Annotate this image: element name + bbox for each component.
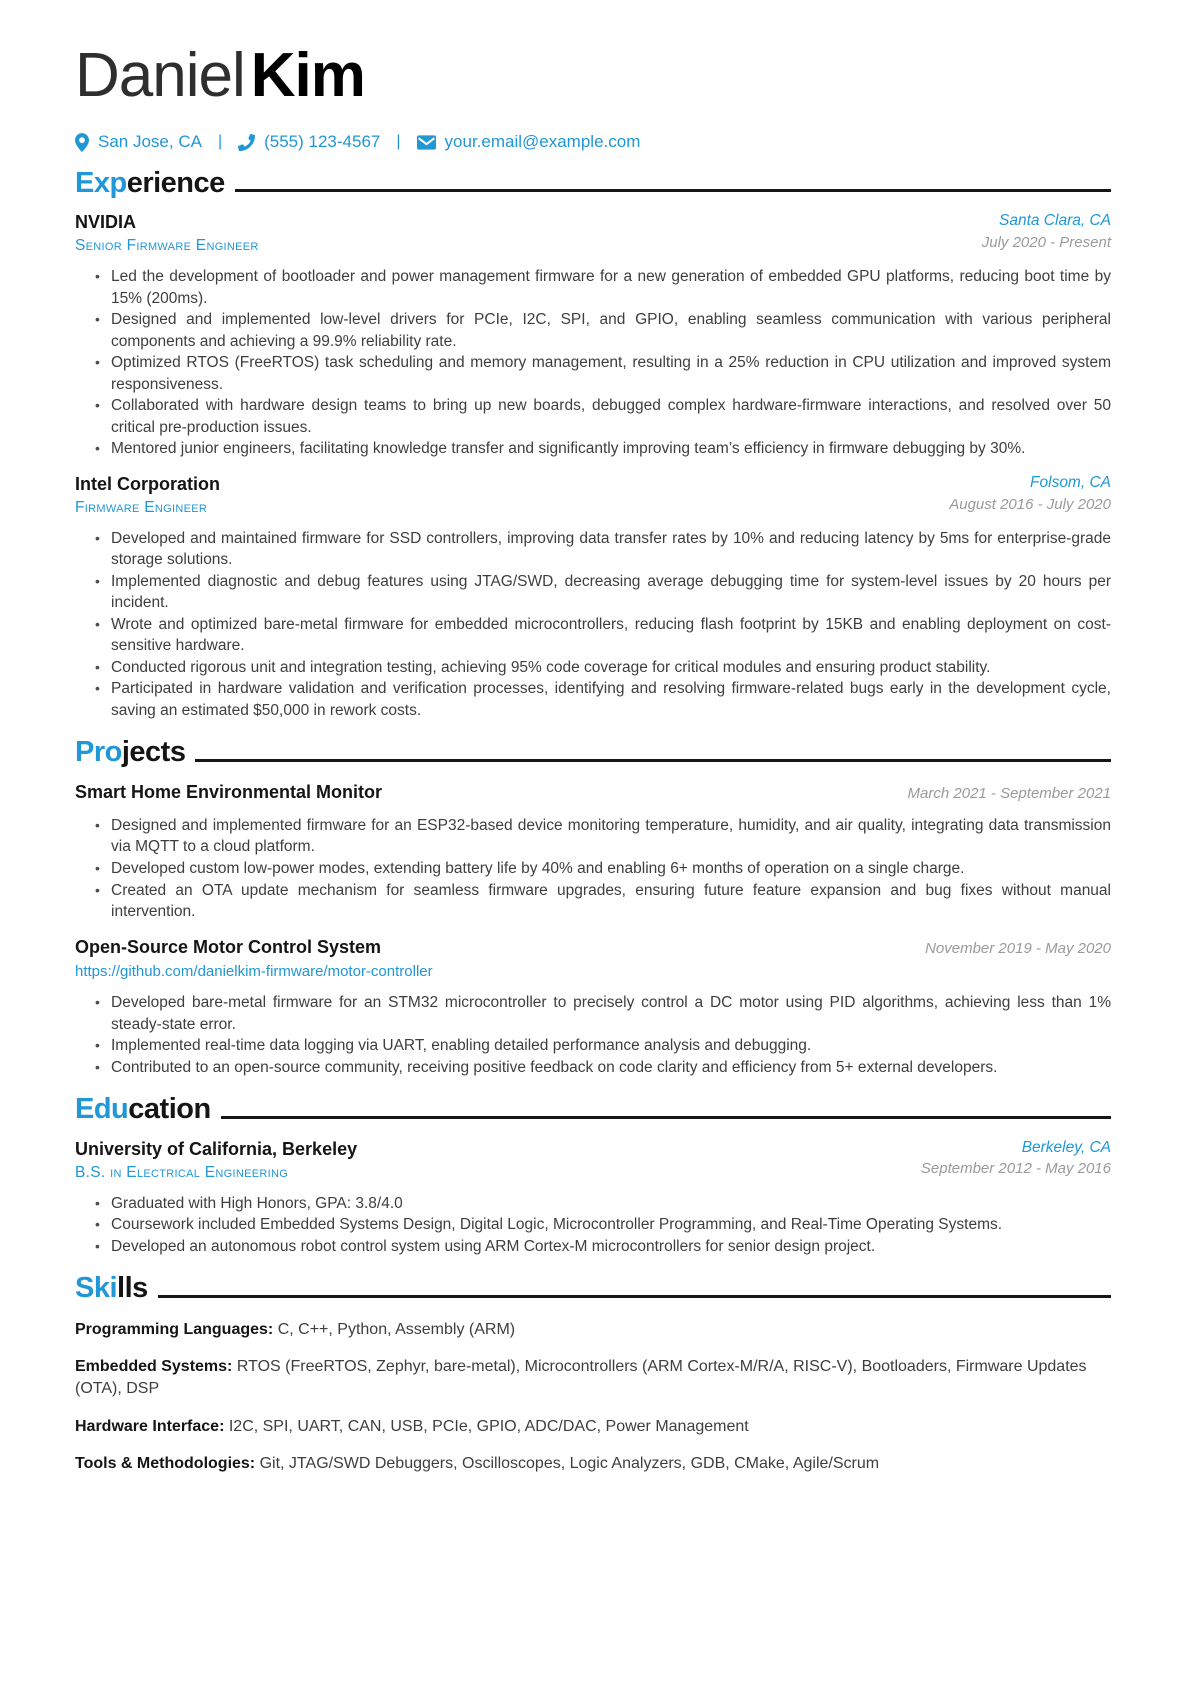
skill-value: RTOS (FreeRTOS, Zephyr, bare-metal), Microcontrollers (ARM Cortex-M/R/A, RISC-V), Bootloaders, Firmware Updates (OTA), DSP: [75, 1357, 1087, 1398]
section-title: [75, 1273, 148, 1303]
bullet-item: • Implemented real-time data logging via UART, enabling detailed performance analysis and debugging.: [111, 1035, 1111, 1057]
phone-icon: [238, 134, 255, 151]
bullet-item: • Developed bare-metal firmware for an STM32 microcontroller to precisely control a DC motor using PID algorithms, achieving less than 1% steady-state error.: [111, 992, 1111, 1035]
project-link[interactable]: https://github.com/danielkim-firmware/motor-controller: [75, 963, 433, 981]
entry-left: [75, 937, 433, 981]
entry-left: [75, 212, 259, 254]
entry: [75, 474, 1111, 722]
bullet-item: • Collaborated with hardware design teams to bring up new boards, debugged complex hardware-firmware interactions, and resolved over 50 critical pre-production issues.: [111, 395, 1111, 438]
section-title-rest: erience: [126, 167, 225, 199]
section-title-accent: Ski: [75, 1272, 118, 1305]
entry-dates: September 2012 - May 2016: [920, 1160, 1111, 1178]
entry-role: B.S. in Electrical Engineering: [75, 1163, 289, 1181]
entry-dates: July 2020 - Present: [981, 234, 1111, 252]
entry-right: [921, 1139, 1111, 1179]
section-rule: [158, 1295, 1111, 1298]
skill-value: I2C, SPI, UART, CAN, USB, PCIe, GPIO, ADC/DAC, Power Management: [228, 1417, 749, 1435]
entry: [75, 937, 1111, 1079]
skill-row: [75, 1319, 1111, 1341]
section-title-rest: jects: [121, 736, 186, 769]
bullet-item: • Created an OTA update mechanism for seamless firmware upgrades, ensuring future feature expansion and bug fixes without manual intervention.: [111, 880, 1111, 923]
bullet-item: • Coursework included Embedded Systems Design, Digital Logic, Microcontroller Programming, and Real-Time Operating Systems.: [111, 1214, 1111, 1236]
bullet-item: • Implemented diagnostic and debug features using JTAG/SWD, decreasing average debugging time for system-level issues by 20 hours per incident.: [111, 571, 1111, 614]
contact-phone: [238, 132, 380, 152]
bullet-list: [75, 815, 1111, 923]
entry-title: Smart Home Environmental Monitor: [75, 781, 383, 802]
entry-role: Senior Firmware Engineer: [75, 237, 259, 255]
skill-label: Programming Languages:: [75, 1320, 274, 1338]
section-title: [75, 737, 185, 767]
bullet-item: • Developed an autonomous robot control system using ARM Cortex-M microcontrollers for senior design project.: [111, 1236, 1111, 1258]
bullet-list: [75, 1193, 1111, 1258]
section-education: [75, 1094, 1111, 1257]
entry-left: [75, 1139, 357, 1181]
bullet-item: • Developed custom low-power modes, extending battery life by 40% and enabling 6+ months of operation on a single charge.: [111, 858, 1111, 880]
bullet-list: [75, 992, 1111, 1078]
entry-location: Berkeley, CA: [1021, 1138, 1111, 1156]
entry-title: University of California, Berkeley: [75, 1138, 358, 1159]
entry-dates: November 2019 - May 2020: [925, 939, 1111, 957]
contact-row: [75, 132, 1111, 152]
skill-label: Tools & Methodologies:: [75, 1455, 256, 1473]
location-text: San Jose, CA: [98, 132, 202, 151]
entry-header-row: [75, 474, 1111, 516]
bullet-list: [75, 266, 1111, 460]
entry-header-row: [75, 782, 1111, 803]
section-rule: [195, 759, 1111, 762]
entry-right: [949, 474, 1111, 514]
skill-label: Embedded Systems:: [75, 1357, 233, 1375]
bullet-item: • Wrote and optimized bare-metal firmware for embedded microcontrollers, reducing flash footprint by 15KB and enabling deployment on cost-sensitive hardware.: [111, 614, 1111, 657]
sections-container: [75, 168, 1111, 1476]
entry-right: [908, 782, 1111, 803]
section-title: [75, 1094, 211, 1124]
skill-label: Hardware Interface:: [75, 1417, 225, 1435]
entry-header-row: [75, 1139, 1111, 1181]
phone-text: (555) 123-4567: [264, 132, 381, 151]
entry-dates: August 2016 - July 2020: [949, 495, 1111, 513]
map-pin-icon: [75, 133, 89, 152]
section-skills: [75, 1273, 1111, 1475]
skill-row: [75, 1453, 1111, 1475]
entry-header-row: [75, 212, 1111, 254]
section-title-accent: Edu: [75, 1093, 129, 1126]
person-name: [75, 41, 1111, 110]
section-title: [75, 168, 225, 198]
last-name: Kim: [250, 41, 365, 110]
bullet-item: • Contributed to an open-source community, receiving positive feedback on code clarity and efficiency from 5+ external developers.: [111, 1057, 1111, 1079]
bullet-item: • Designed and implemented low-level drivers for PCIe, I2C, SPI, and GPIO, enabling seamless communication with various peripheral components and achieving a 99.9% reliability rate.: [111, 309, 1111, 352]
entry-dates: March 2021 - September 2021: [907, 784, 1111, 802]
entry-title: Intel Corporation: [75, 473, 220, 494]
entry-right: [925, 937, 1111, 958]
skill-value: Git, JTAG/SWD Debuggers, Oscilloscopes, Logic Analyzers, GDB, CMake, Agile/Scrum: [259, 1455, 880, 1473]
envelope-icon: [417, 135, 436, 150]
bullet-item: • Conducted rigorous unit and integration testing, achieving 95% code coverage for critical modules and ensuring product stability.: [111, 657, 1111, 679]
section-projects: [75, 737, 1111, 1078]
section-rule: [221, 1116, 1111, 1119]
entry-location: Santa Clara, CA: [999, 212, 1111, 230]
section-heading-row: [75, 1094, 1111, 1124]
section-heading-row: [75, 737, 1111, 767]
section-heading-row: [75, 168, 1111, 198]
section-rule: [235, 189, 1111, 192]
section-title-accent: Pro: [75, 736, 122, 769]
entry-location: Folsom, CA: [1030, 473, 1111, 491]
first-name: Daniel: [75, 41, 245, 110]
entry-title: Open-Source Motor Control System: [75, 936, 382, 957]
entry: [75, 782, 1111, 923]
entry-title: NVIDIA: [75, 212, 137, 233]
bullet-list: [75, 528, 1111, 722]
contact-separator: |: [396, 133, 401, 150]
entry: [75, 1139, 1111, 1257]
entry-header-row: [75, 937, 1111, 981]
entry-right: [982, 212, 1111, 252]
bullet-item: • Optimized RTOS (FreeRTOS) task scheduling and memory management, resulting in a 25% reduction in CPU utilization and improved system responsiveness.: [111, 352, 1111, 395]
entry-left: [75, 474, 220, 516]
contact-location: [75, 132, 202, 152]
email-text: your.email@example.com: [444, 132, 641, 151]
bullet-item: • Participated in hardware validation and verification processes, identifying and resolving firmware-related bugs early in the development cycle, saving an estimated $50,000 in rework costs.: [111, 678, 1111, 721]
bullet-item: • Developed and maintained firmware for SSD controllers, improving data transfer rates by 10% and reducing latency by 5ms for enterprise-grade storage solutions.: [111, 528, 1111, 571]
section-title-rest: cation: [128, 1093, 211, 1126]
skill-row: [75, 1356, 1111, 1401]
section-heading-row: [75, 1273, 1111, 1303]
bullet-item: • Designed and implemented firmware for an ESP32-based device monitoring temperature, humidity, and air quality, integrating data transmission via MQTT to a cloud platform.: [111, 815, 1111, 858]
entry-role: Firmware Engineer: [75, 498, 208, 516]
bullet-item: • Graduated with High Honors, GPA: 3.8/4.0: [111, 1193, 1111, 1215]
entry-left: [75, 782, 382, 803]
bullet-item: • Led the development of bootloader and power management firmware for a new generation of embedded GPU platforms, reducing boot time by 15% (200ms).: [111, 266, 1111, 309]
contact-email[interactable]: [417, 132, 641, 152]
entry: [75, 212, 1111, 460]
skill-value: C, C++, Python, Assembly (ARM): [277, 1320, 516, 1338]
section-title-rest: lls: [117, 1272, 148, 1305]
skill-row: [75, 1416, 1111, 1438]
contact-separator: |: [217, 133, 223, 150]
bullet-item: • Mentored junior engineers, facilitating knowledge transfer and significantly improving team’s efficiency in firmware debugging by 30%.: [111, 438, 1111, 460]
section-experience: [75, 168, 1111, 721]
section-title-accent: Exp: [75, 167, 127, 199]
